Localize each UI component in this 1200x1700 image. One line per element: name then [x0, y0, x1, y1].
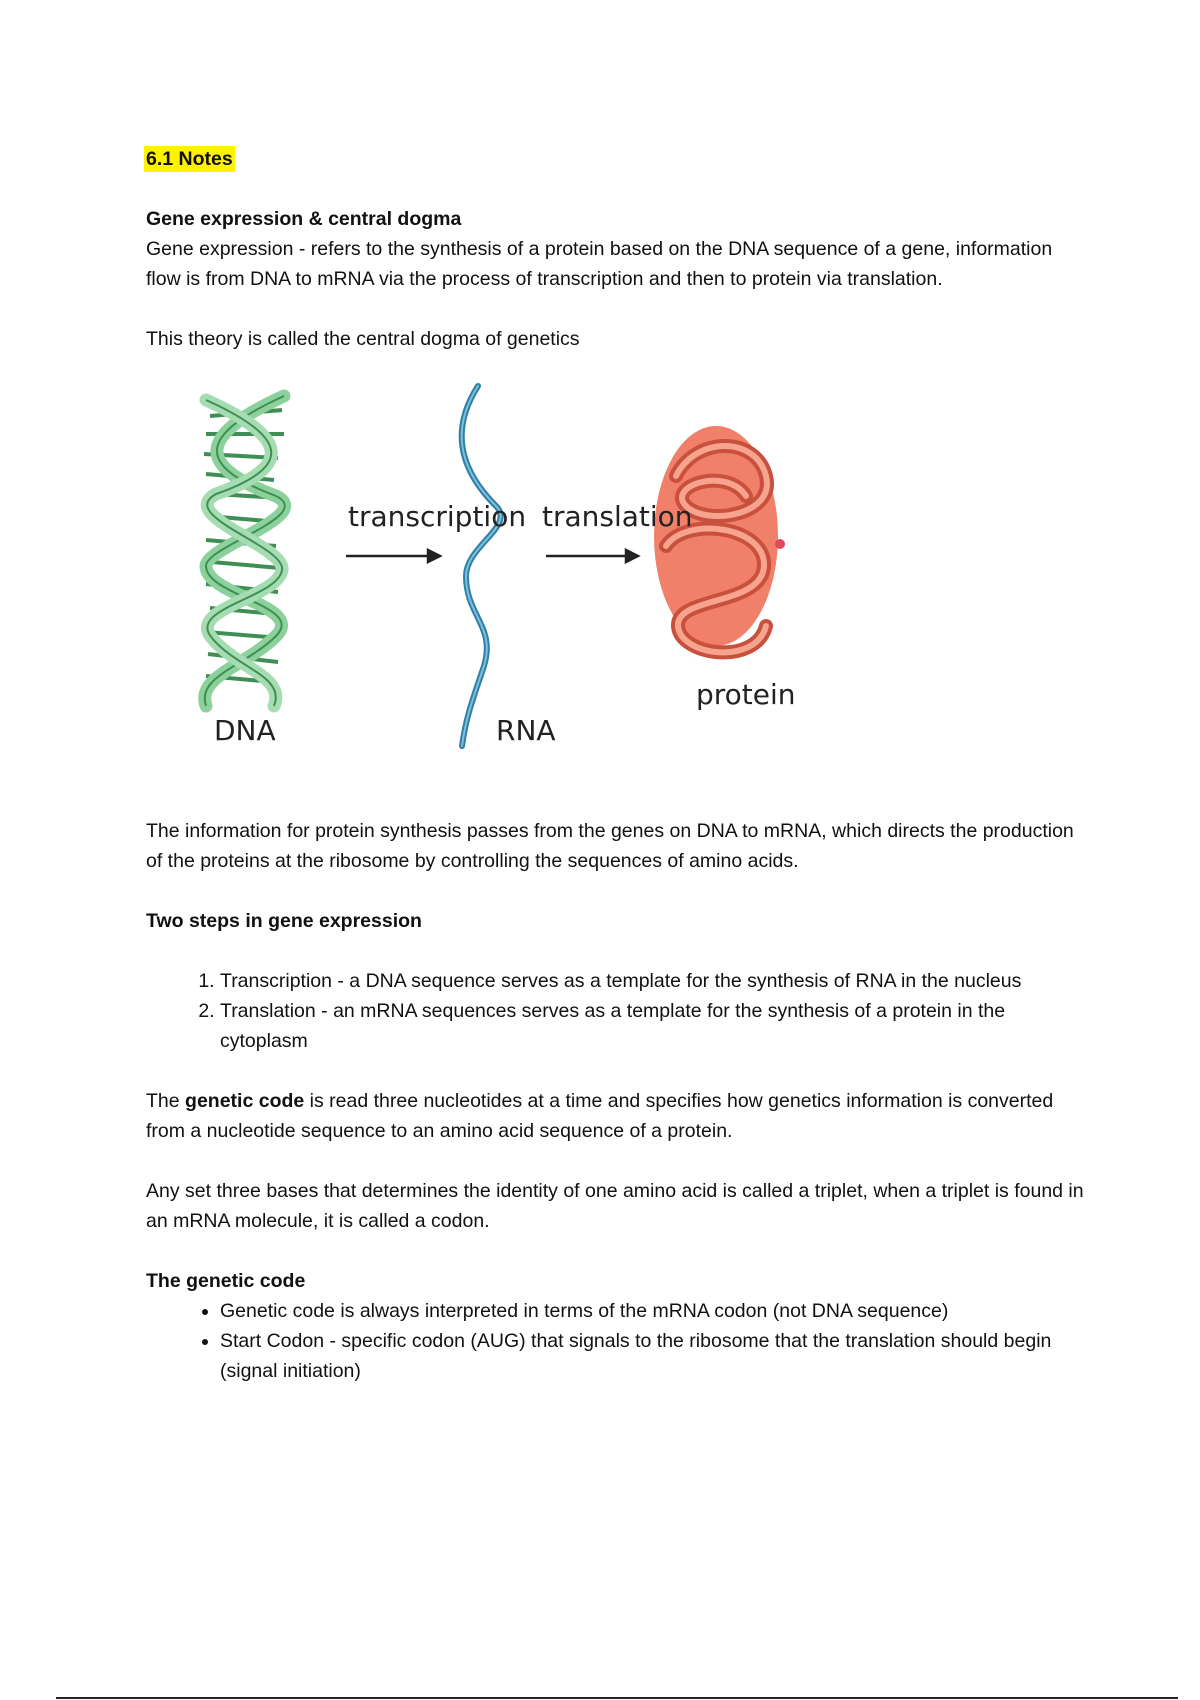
transcription-label: transcription — [348, 500, 527, 533]
genetic-code-paragraph — [146, 1086, 1086, 1146]
triplet-paragraph: Any set three bases that determines the identity of one amino acid is called a triplet, when a triplet is found in an mRNA molecule, it is called a codon. — [146, 1180, 1084, 1232]
list-item: 2. Translation - an mRNA sequences serves as a template for the synthesis of a protein in the cytoplasm — [220, 996, 1086, 1056]
protein-label: protein — [696, 678, 796, 711]
section-heading-genetic-code: The genetic code — [146, 1270, 306, 1292]
page-title: 6.1 Notes — [146, 148, 233, 170]
section-heading-two-steps: Two steps in gene expression — [146, 910, 422, 932]
central-dogma-diagram — [166, 376, 886, 776]
list-item: • Start Codon - specific codon (AUG) that signals to the ribosome that the translation should begin (signal initiation) — [220, 1326, 1086, 1386]
list-item: • Genetic code is always interpreted in terms of the mRNA codon (not DNA sequence) — [220, 1296, 1086, 1326]
rna-strand-illustration — [462, 386, 501, 746]
dna-label: DNA — [214, 714, 276, 747]
genetic-code-prefix: The — [146, 1090, 186, 1112]
translation-label: translation — [542, 500, 693, 533]
genetic-code-rest: is read three nucleotides at a time and specifies how genetics information is converted from a nucleotide sequence to an amino acid sequence of a protein. — [146, 1090, 1054, 1142]
gene-expression-steps-list — [146, 966, 1086, 1056]
document-page — [146, 140, 1086, 1386]
section-heading-central-dogma: Gene expression & central dogma — [146, 208, 462, 230]
central-dogma-figure — [166, 376, 886, 776]
central-dogma-paragraph: This theory is called the central dogma of genetics — [146, 328, 580, 350]
page-bottom-rule — [56, 1697, 1178, 1699]
genetic-code-term: genetic code — [185, 1090, 305, 1112]
gene-expression-paragraph: Gene expression - refers to the synthesis of a protein based on the DNA sequence of a gene, information flow is from DNA to mRNA via the process of transcription and then to protein via translation. — [146, 238, 1053, 290]
protein-illustration — [654, 426, 785, 652]
protein-synthesis-paragraph: The information for protein synthesis passes from the genes on DNA to mRNA, which directs the production of the proteins at the ribosome by controlling the sequences of amino acids. — [146, 820, 1074, 872]
list-item: 1. Transcription - a DNA sequence serves as a template for the synthesis of RNA in the nucleus — [220, 966, 1086, 996]
dna-helix-illustration — [204, 396, 285, 706]
rna-label: RNA — [496, 714, 556, 747]
genetic-code-bullet-list — [146, 1296, 1086, 1386]
